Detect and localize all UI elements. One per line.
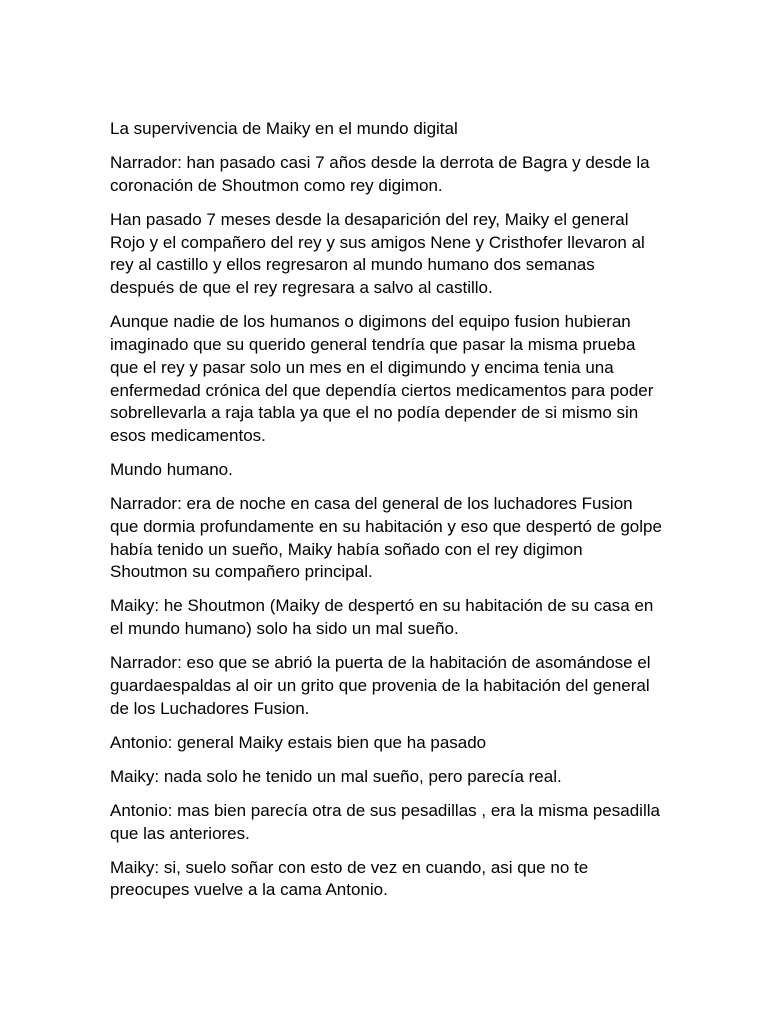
paragraph-8: Antonio: general Maiky estais bien que ha pasado <box>110 732 487 752</box>
paragraph-7: Narrador: eso que se abrió la puerta de la habitación de asomándose el guardaespaldas al oir un grito que provenia de la habitación del general de los Luchadores Fusion. <box>110 653 651 718</box>
paragraph-3: Aunque nadie de los humanos o digimons del equipo fusion hubieran imaginado que su querido general tendría que pasar la misma prueba que el rey y pasar solo un mes en el digimundo y encima tenia una enfermedad crónica del que dependía ciertos medicamentos para poder sobrellevarla a raja tabla ya que el no podía depender de si mismo sin esos medicamentos. <box>110 312 654 446</box>
document-title: La supervivencia de Maiky en el mundo digital <box>110 119 458 138</box>
paragraph-2: Han pasado 7 meses desde la desaparición del rey, Maiky el general Rojo y el compañero del rey y sus amigos Nene y Cristhofer llevaron al rey al castillo y ellos regresaron al mundo humano dos semanas después de que el rey regresara a salvo al castillo. <box>110 209 645 298</box>
paragraph-10: Antonio: mas bien parecía otra de sus pesadillas , era la misma pesadilla que las anteriores. <box>110 800 660 843</box>
paragraph-11: Maiky: si, suelo soñar con esto de vez en cuando, asi que no te preocupes vuelve a la cama Antonio. <box>110 857 589 900</box>
paragraph-4: Mundo humano. <box>110 460 233 480</box>
paragraph-1: Narrador: han pasado casi 7 años desde la derrota de Bagra y desde la coronación de Shoutmon como rey digimon. <box>110 152 650 195</box>
paragraph-5: Narrador: era de noche en casa del general de los luchadores Fusion que dormia profundamente en su habitación y eso que despertó de golpe había tenido un sueño, Maiky había soñado con el rey digimon Shoutmon su compañero principal. <box>110 494 662 582</box>
document-page <box>110 118 662 913</box>
paragraph-9: Maiky: nada solo he tenido un mal sueño, pero parecía real. <box>110 766 562 786</box>
paragraph-6: Maiky: he Shoutmon (Maiky de despertó en su habitación de su casa en el mundo humano) solo ha sido un mal sueño. <box>110 596 654 639</box>
